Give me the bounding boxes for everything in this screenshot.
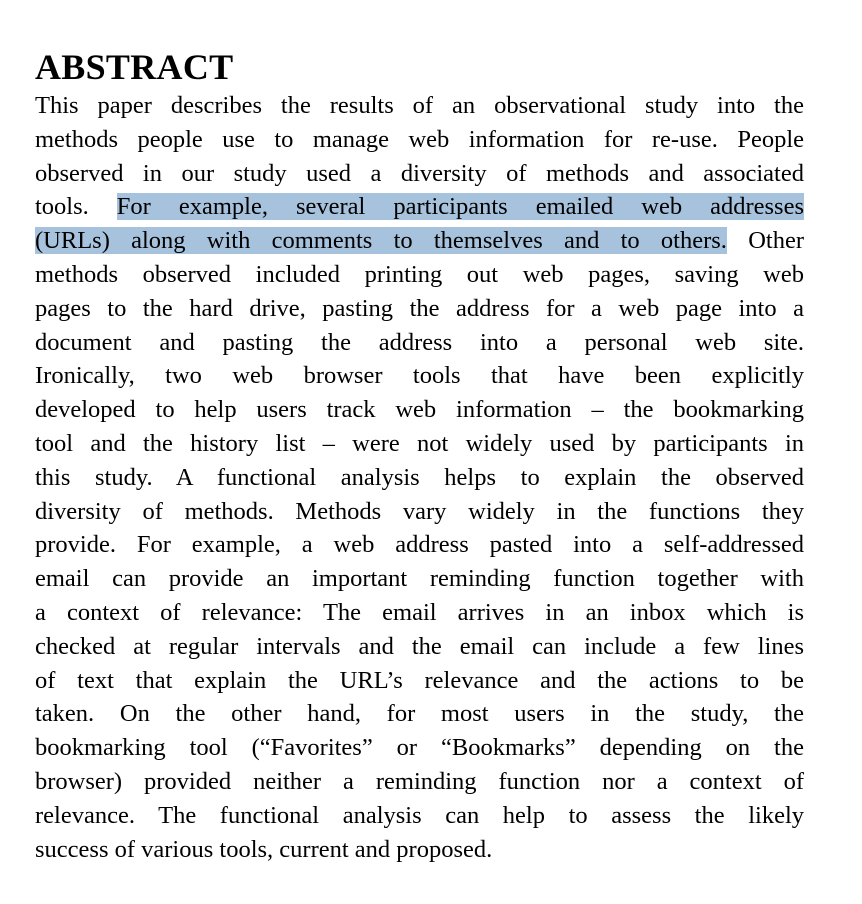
text-segment: browser) provided neither a reminding function nor a context of — [35, 767, 804, 795]
text-segment: pages to the hard drive, pasting the address for a web page into a — [35, 294, 804, 322]
text-segment: document and pasting the address into a personal web site. — [35, 328, 804, 356]
text-line — [35, 596, 804, 630]
text-line — [35, 562, 804, 596]
text-segment: taken. On the other hand, for most users in the study, the — [35, 700, 804, 728]
text-segment: methods people use to manage web information for re-use. People — [35, 125, 804, 153]
text-segment: this study. A functional analysis helps to explain the observed — [35, 463, 804, 491]
text-segment: relevance. The functional analysis can help to assess the likely — [35, 801, 804, 829]
text-line — [35, 258, 804, 292]
text-segment: provide. For example, a web address pasted into a self-addressed — [35, 531, 804, 559]
text-line — [35, 326, 804, 360]
text-line — [35, 731, 804, 765]
text-segment: Ironically, two web browser tools that have been explicitly — [35, 362, 804, 390]
text-line — [35, 833, 804, 867]
text-segment: This paper describes the results of an observational study into the — [35, 92, 804, 119]
text-line — [35, 528, 804, 562]
text-segment: a context of relevance: The email arrives in an inbox which is — [35, 598, 804, 626]
text-segment: Other — [726, 227, 804, 255]
text-segment: checked at regular intervals and the email can include a few lines — [35, 632, 804, 660]
text-line — [35, 292, 804, 326]
text-line — [35, 427, 804, 461]
text-segment: developed to help users track web information – the bookmarking — [35, 396, 804, 424]
section-heading: ABSTRACT — [35, 47, 234, 87]
text-line — [35, 495, 804, 529]
text-line — [35, 664, 804, 698]
text-line — [35, 123, 804, 157]
text-segment: tool and the history list – were not widely used by participants in — [35, 429, 804, 457]
text-segment: success of various tools, current and proposed. — [35, 835, 493, 863]
text-segment: tools. — [35, 193, 117, 221]
text-segment: email can provide an important reminding function together with — [35, 565, 804, 593]
text-segment: bookmarking tool (“Favorites” or “Bookmarks” depending on the — [35, 734, 804, 762]
text-selection-highlight[interactable]: (URLs) along with comments to themselves and to others. — [35, 227, 727, 255]
text-selection-highlight[interactable]: For example, several participants emailed web addresses — [116, 193, 804, 221]
text-line — [35, 393, 804, 427]
text-line — [35, 359, 804, 393]
text-line — [35, 765, 804, 799]
text-line — [35, 799, 804, 833]
text-segment: observed in our study used a diversity of methods and associated — [35, 159, 804, 187]
text-segment: diversity of methods. Methods vary widely in the functions they — [35, 497, 804, 525]
text-line — [35, 630, 804, 664]
text-segment: methods observed included printing out web pages, saving web — [35, 260, 804, 288]
text-line — [35, 224, 804, 258]
abstract-body — [35, 89, 804, 866]
text-line — [35, 461, 804, 495]
text-line — [35, 697, 804, 731]
text-segment: of text that explain the URL’s relevance and the actions to be — [35, 666, 804, 694]
text-line — [35, 157, 804, 191]
text-line — [35, 190, 804, 224]
text-line — [35, 89, 804, 123]
